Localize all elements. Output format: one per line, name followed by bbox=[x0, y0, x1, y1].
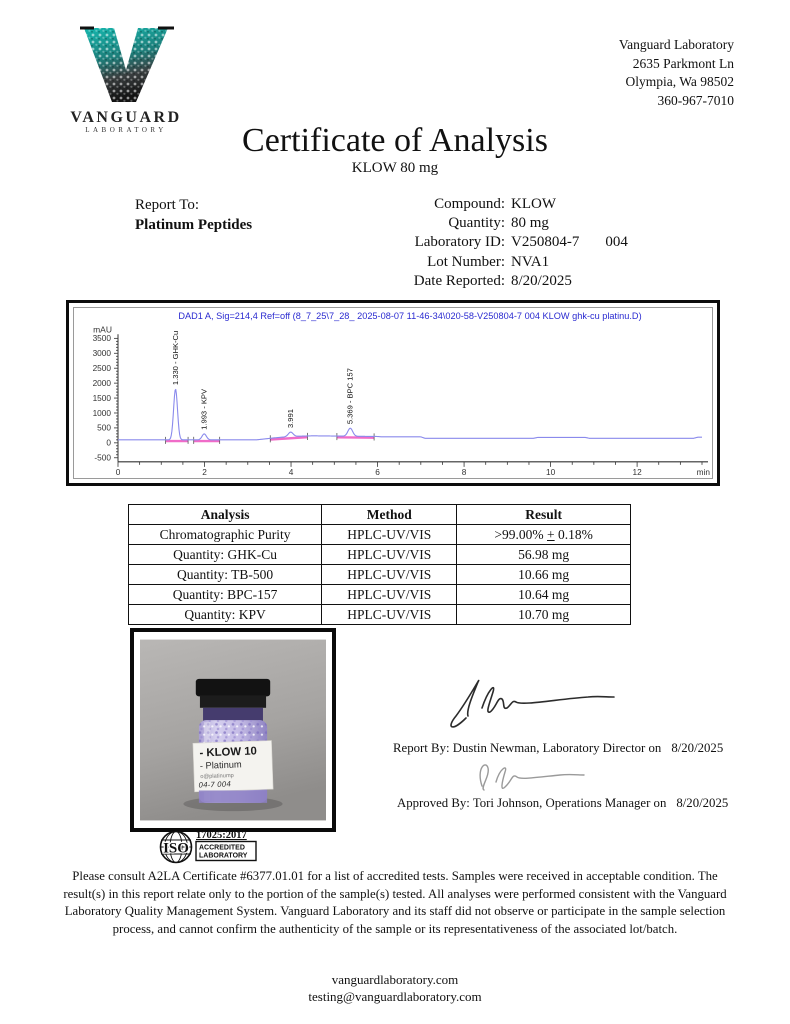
iso-accredited-text: ACCREDITED bbox=[199, 844, 245, 852]
lot-value: NVA1 bbox=[511, 253, 550, 270]
y-tick-label: 1500 bbox=[92, 392, 111, 403]
analysis-cell: Quantity: TB-500 bbox=[129, 565, 322, 585]
report-signature bbox=[438, 666, 622, 738]
x-tick-label: 10 bbox=[545, 466, 556, 477]
x-axis-unit: min bbox=[696, 466, 710, 477]
table-row bbox=[129, 605, 631, 625]
x-tick-label: 4 bbox=[288, 466, 294, 477]
table-row bbox=[129, 565, 631, 585]
email-link: testing@vanguardlaboratory.com bbox=[308, 989, 482, 1004]
result-cell bbox=[457, 525, 631, 545]
peak-label: 5.369 - BPC 157 bbox=[345, 368, 355, 425]
result-text: >99.00% bbox=[494, 526, 547, 542]
table-row bbox=[129, 525, 631, 545]
result-cell: 10.64 mg bbox=[457, 585, 631, 605]
lab-id-value: V250804-7 bbox=[511, 234, 580, 251]
y-tick-label: 2000 bbox=[92, 377, 111, 388]
lab-street: 2635 Parkmont Ln bbox=[632, 55, 734, 71]
result-cell: 10.70 mg bbox=[457, 605, 631, 625]
x-tick-label: 6 bbox=[375, 466, 380, 477]
lab-id-label: Laboratory ID: bbox=[414, 234, 505, 251]
vanguard-v-icon bbox=[70, 26, 182, 104]
chromatogram-frame bbox=[66, 300, 720, 486]
iso-cert-number: 17025:2017 bbox=[196, 830, 247, 841]
iso-accreditation-badge bbox=[156, 826, 276, 868]
compound-label: Compound: bbox=[434, 196, 505, 212]
result-text-2: 0.18% bbox=[554, 526, 593, 542]
y-tick-label: 500 bbox=[97, 422, 111, 433]
peak-label: 1.330 - GHK-Cu bbox=[171, 330, 181, 386]
approved-by-line bbox=[397, 796, 728, 811]
peak-label: 3.991 bbox=[286, 409, 296, 429]
x-tick-label: 0 bbox=[115, 466, 121, 477]
vial-label-line3: o@platinump bbox=[200, 772, 234, 781]
info-row-date bbox=[355, 272, 695, 291]
y-tick-label: 3500 bbox=[92, 333, 111, 344]
report-to-block bbox=[135, 195, 252, 235]
quantity-value: 80 mg bbox=[511, 215, 549, 232]
y-tick-label: -500 bbox=[94, 452, 111, 463]
method-cell: HPLC-UV/VIS bbox=[322, 565, 457, 585]
info-row-compound bbox=[355, 195, 695, 214]
quantity-label: Quantity: bbox=[448, 215, 505, 232]
lab-address bbox=[619, 36, 734, 110]
site-footer bbox=[0, 971, 790, 1005]
results-table bbox=[128, 504, 631, 625]
logo-subtitle: LABORATORY bbox=[85, 126, 167, 134]
report-to-label: Report To: bbox=[135, 197, 200, 213]
document-title: Certificate of Analysis bbox=[242, 122, 548, 159]
chart-title: DAD1 A, Sig=214,4 Ref=off (8_7_25\7_28_ 2025-08-07 11-46-34\020-58-V250804-7 004 KLOW ghk-cu platinu.D) bbox=[178, 311, 642, 322]
analysis-cell: Quantity: KPV bbox=[129, 605, 322, 625]
table-row bbox=[129, 545, 631, 565]
result-plusminus: + bbox=[547, 526, 555, 542]
y-tick-label: 1000 bbox=[92, 407, 111, 418]
analysis-cell: Chromatographic Purity bbox=[129, 525, 322, 545]
document-subtitle: KLOW 80 mg bbox=[351, 160, 439, 176]
vial-photo-image bbox=[140, 638, 326, 822]
x-tick-label: 12 bbox=[632, 466, 642, 477]
client-name: Platinum Peptides bbox=[135, 217, 253, 233]
col-analysis: Analysis bbox=[129, 505, 322, 525]
analysis-cell: Quantity: GHK-Cu bbox=[129, 545, 322, 565]
website-link: vanguardlaboratory.com bbox=[331, 972, 459, 987]
lab-phone: 360-967-7010 bbox=[657, 92, 734, 108]
vial-label-line2: - Platinum bbox=[199, 759, 242, 771]
info-row-lab-id bbox=[355, 233, 695, 252]
x-tick-label: 8 bbox=[461, 466, 467, 477]
approved-date: 8/20/2025 bbox=[676, 796, 729, 810]
results-header-row bbox=[129, 505, 631, 525]
vial-photo bbox=[130, 628, 336, 832]
x-tick-label: 2 bbox=[202, 466, 207, 477]
info-row-lot bbox=[355, 253, 695, 272]
result-cell: 56.98 mg bbox=[457, 545, 631, 565]
sample-info-block bbox=[355, 195, 695, 291]
vial-label-line1: - KLOW 10 bbox=[199, 745, 258, 760]
result-cell: 10.66 mg bbox=[457, 565, 631, 585]
lot-label: Lot Number: bbox=[427, 253, 505, 270]
method-cell: HPLC-UV/VIS bbox=[322, 525, 457, 545]
disclaimer-text: Please consult A2LA Certificate #6377.01.01 for a list of accredited tests. Samples were received in acceptable condition. The result(s) in this report relate only to the portion of the sample(s) tested. All analyses were performed consistent with the Vanguard Laboratory Quality Management System. Vanguard Laboratory and its staff did not observe or participate in the sample selection process, and cannot confirm the authenticity of the sample or its representativeness of the associated lot/batch. bbox=[63, 869, 727, 936]
col-method: Method bbox=[322, 505, 457, 525]
col-result: Result bbox=[457, 505, 631, 525]
peak-label: 1.993 - KPV bbox=[199, 388, 209, 430]
report-by-text: Report By: Dustin Newman, Laboratory Director on bbox=[393, 741, 662, 755]
y-axis-unit: mAU bbox=[93, 324, 112, 335]
method-cell: HPLC-UV/VIS bbox=[322, 585, 457, 605]
vanguard-logo bbox=[70, 26, 182, 134]
approved-by-text: Approved By: Tori Johnson, Operations Manager on bbox=[397, 796, 667, 810]
analysis-cell: Quantity: BPC-157 bbox=[129, 585, 322, 605]
method-cell: HPLC-UV/VIS bbox=[322, 545, 457, 565]
y-tick-label: 2500 bbox=[92, 362, 111, 374]
lab-id-value2: 004 bbox=[605, 234, 628, 251]
y-tick-label: 0 bbox=[106, 437, 111, 448]
table-row bbox=[129, 585, 631, 605]
approved-signature bbox=[468, 756, 592, 798]
method-cell: HPLC-UV/VIS bbox=[322, 605, 457, 625]
compound-value: KLOW bbox=[511, 196, 556, 212]
report-date: 8/20/2025 bbox=[671, 741, 724, 755]
iso-globe-icon: ISO bbox=[163, 840, 189, 857]
iso-laboratory-text: LABORATORY bbox=[199, 852, 248, 860]
lab-name: Vanguard Laboratory bbox=[618, 37, 734, 52]
chromatogram-svg bbox=[74, 308, 712, 478]
y-tick-label: 3000 bbox=[92, 348, 111, 359]
date-value: 8/20/2025 bbox=[511, 272, 572, 289]
report-by-line bbox=[393, 741, 723, 756]
lab-city: Olympia, Wa 98502 bbox=[625, 74, 734, 89]
date-label: Date Reported: bbox=[413, 272, 505, 289]
info-row-quantity bbox=[355, 214, 695, 233]
logo-wordmark: VANGUARD bbox=[70, 109, 182, 126]
chromatogram-plot bbox=[73, 307, 713, 479]
vial-label-handwriting: 04-7 004 bbox=[198, 779, 232, 790]
